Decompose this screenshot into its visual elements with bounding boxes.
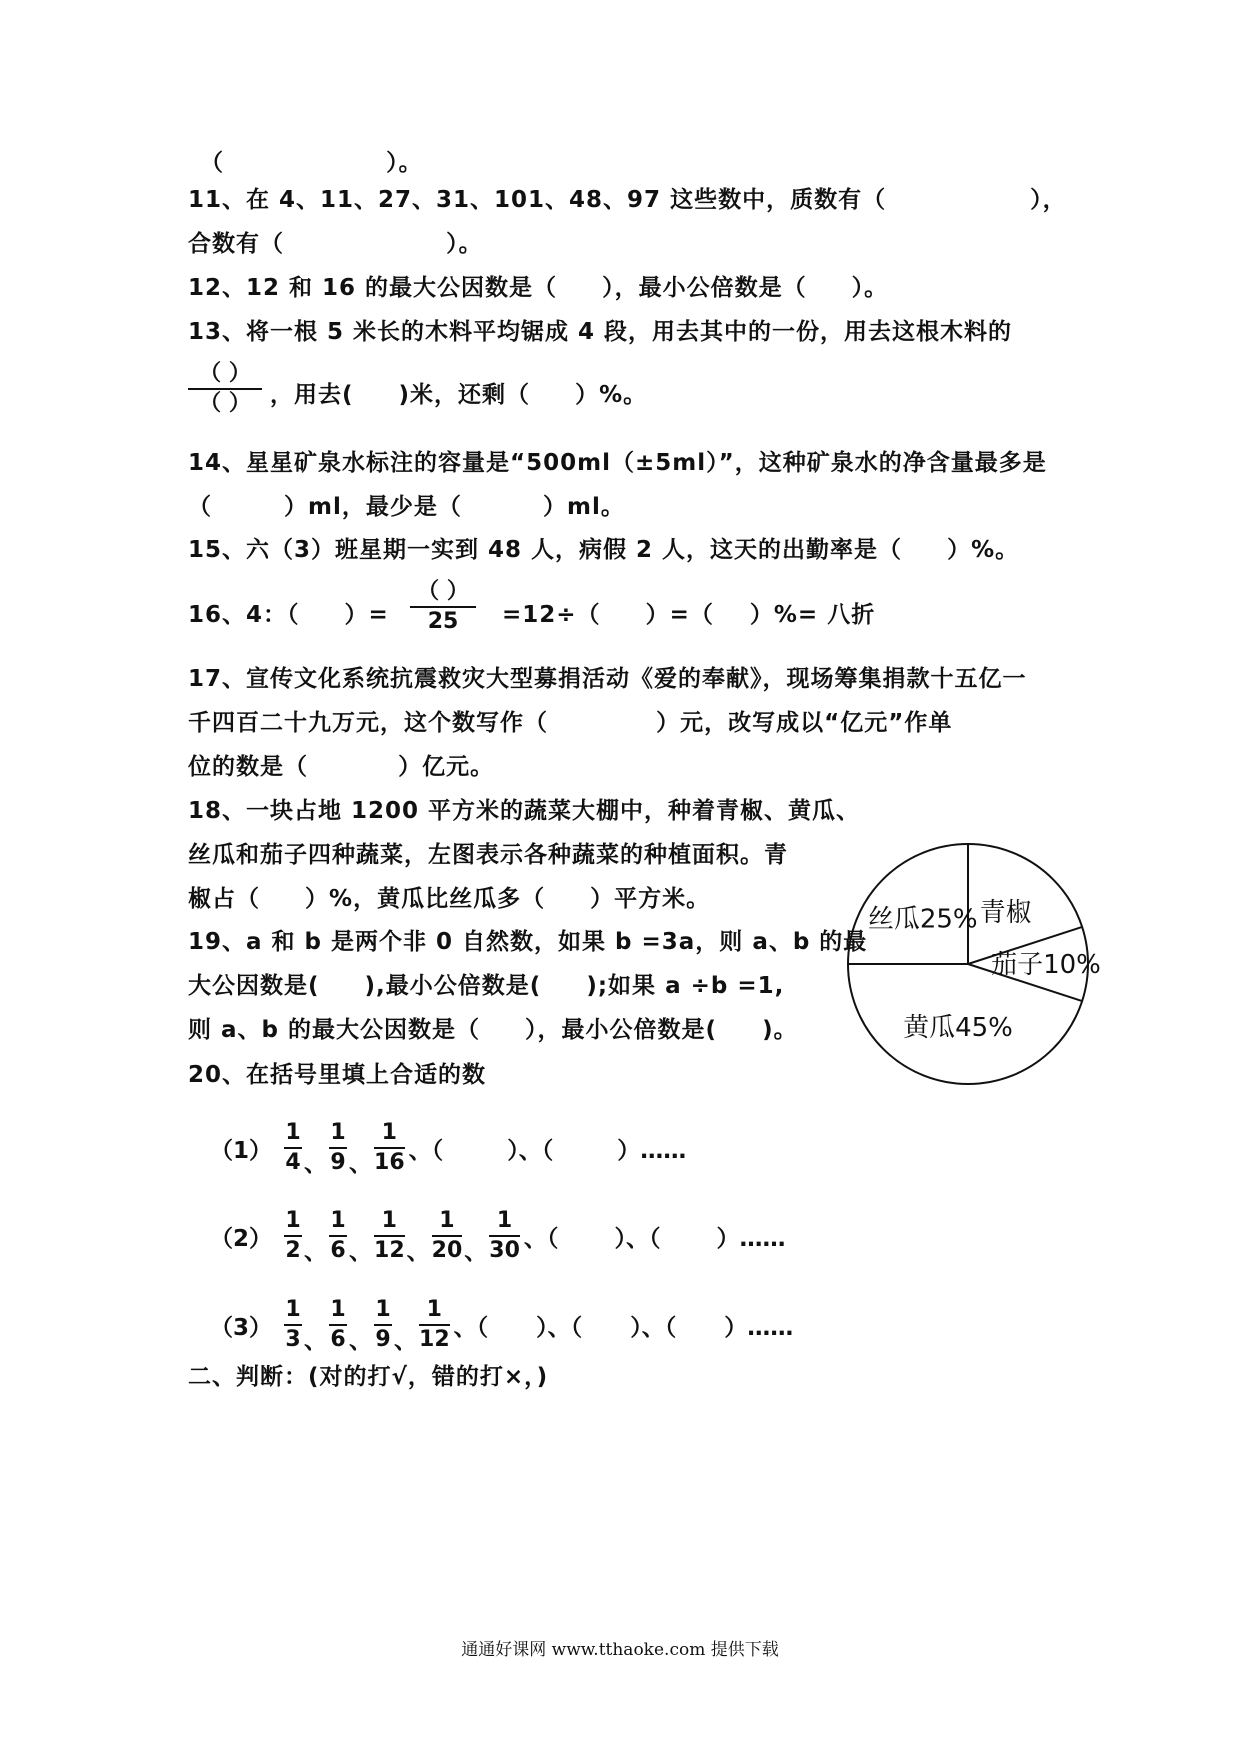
- fraction-numerator: 1: [285, 1120, 301, 1145]
- q11-line1: 11、在 4、11、27、31、101、48、97 这些数中，质数有（ ），: [188, 187, 1067, 213]
- fraction-denominator: 12: [419, 1327, 450, 1352]
- fraction-numerator: 1: [426, 1297, 442, 1322]
- q17-line1: 17、宣传文化系统抗震救灾大型募捐活动《爱的奉献》，现场筹集捐款十五亿一: [188, 666, 1027, 692]
- fraction-denominator: 6: [330, 1238, 346, 1263]
- pie-slice-label: 丝瓜25%: [867, 904, 978, 935]
- fraction-denominator: 12: [374, 1238, 405, 1263]
- q17-line2: 千四百二十九万元，这个数写作（ ）元，改写成以“亿元”作单: [188, 710, 953, 736]
- fraction-numerator: 1: [381, 1208, 397, 1233]
- sequence-fraction: [374, 1209, 405, 1263]
- fraction-denominator: 16: [374, 1150, 405, 1175]
- sequence-row-1: （1） 1 4 、 1 9 、 1 16 、（ ）、（ ）……: [210, 1120, 687, 1177]
- q16-fraction-num: （ ）: [417, 579, 469, 604]
- sequence-fraction: [329, 1298, 347, 1352]
- section-2-heading: 二、判断：(对的打√，错的打×，): [188, 1364, 549, 1390]
- sequence-label: （3）: [210, 1314, 273, 1341]
- sequence-fraction: [284, 1209, 302, 1263]
- q18-line3: 椒占（ ）%，黄瓜比丝瓜多（ ）平方米。: [188, 886, 711, 912]
- fraction-numerator: 1: [285, 1297, 301, 1322]
- sequence-row-2: （2） 1 2 、 1 6 、 1 12 、 1 20 、 1 30 、（ ）、（ ）……: [210, 1208, 786, 1265]
- fraction-denominator: 9: [330, 1150, 346, 1175]
- q20-title: 20、在括号里填上合适的数: [188, 1062, 487, 1088]
- q19-line2: 大公因数是( ),最小公倍数是( );如果 a ÷b =1,: [188, 973, 785, 999]
- q16-part1: 16、4：（ ）=: [188, 602, 389, 628]
- q12: 12、12 和 16 的最大公因数是（ ），最小公倍数是（ ）。: [188, 275, 889, 301]
- sequence-row-3: （3） 1 3 、 1 6 、 1 9 、 1 12 、（ ）、（ ）、（ ）……: [210, 1297, 794, 1354]
- fraction-numerator: 1: [285, 1208, 301, 1233]
- fraction-numerator: 1: [330, 1120, 346, 1145]
- q16-fraction: [410, 580, 476, 634]
- fraction-numerator: 1: [381, 1120, 397, 1145]
- q16-part2: =12÷（ ）=（ ）%= 八折: [502, 602, 876, 628]
- sequence-fraction: [329, 1209, 347, 1263]
- fraction-denominator: 4: [285, 1150, 301, 1175]
- fraction-numerator: 1: [375, 1297, 391, 1322]
- q14-line2: （ ）ml，最少是（ ）ml。: [188, 494, 625, 520]
- q13-line2: ，用去( )米，还剩（ ）%。: [270, 382, 648, 408]
- q13-fraction-num: （ ）: [199, 361, 251, 386]
- vegetable-pie-chart: [840, 836, 1110, 1096]
- fraction-denominator: 3: [285, 1327, 301, 1352]
- fraction-denominator: 20: [431, 1238, 463, 1263]
- sequence-fraction: [329, 1121, 347, 1175]
- fraction-denominator: 9: [375, 1327, 391, 1352]
- q19-line1: 19、a 和 b 是两个非 0 自然数，如果 b =3a，则 a、b 的最: [188, 929, 868, 955]
- pie-slice-label: 黄瓜45%: [903, 1013, 1013, 1044]
- q11-line2: 合数有（ ）。: [188, 231, 483, 257]
- sequence-label: （1）: [210, 1137, 273, 1164]
- sequence-fraction: [432, 1209, 463, 1263]
- sequence-fraction: [284, 1121, 302, 1175]
- sequence-fraction: [419, 1298, 450, 1352]
- pie-slice-label: 茄子10%: [991, 950, 1101, 980]
- sequence-label: （2）: [210, 1225, 273, 1252]
- sequence-fraction: [374, 1121, 405, 1175]
- sequence-blanks: 、（ ）、（ ）……: [408, 1137, 687, 1164]
- pie-slice-label: 青椒: [979, 898, 1032, 929]
- fraction-numerator: 1: [439, 1208, 455, 1233]
- q15: 15、六（3）班星期一实到 48 人，病假 2 人，这天的出勤率是（ ）%。: [188, 537, 1020, 563]
- sequence-fraction: [284, 1298, 302, 1352]
- fraction-denominator: 30: [489, 1238, 520, 1263]
- fraction-numerator: 1: [330, 1297, 346, 1322]
- fraction-numerator: 1: [496, 1208, 513, 1233]
- q13-fraction: [188, 362, 262, 416]
- fraction-numerator: 1: [330, 1208, 346, 1233]
- q13-fraction-den: （ ）: [199, 391, 251, 416]
- fraction-denominator: 6: [330, 1327, 346, 1352]
- fraction-denominator: 2: [285, 1238, 301, 1263]
- q18-line1: 18、一块占地 1200 平方米的蔬菜大棚中，种着青椒、黄瓜、: [188, 798, 861, 824]
- sequence-fraction: [374, 1298, 392, 1352]
- q17-line3: 位的数是（ ）亿元。: [188, 754, 495, 780]
- sequence-blanks: 、（ ）、（ ）、（ ）……: [453, 1314, 794, 1341]
- q16-fraction-den: 25: [427, 609, 459, 634]
- sequence-blanks: 、（ ）、（ ）……: [523, 1225, 786, 1252]
- page-footer: 通通好课网 www.tthaoke.com 提供下载: [461, 1640, 779, 1660]
- q13-line1: 13、将一根 5 米长的木料平均锯成 4 段，用去其中的一份，用去这根木料的: [188, 319, 1013, 345]
- q10-tail: （ ）。: [200, 150, 423, 176]
- sequence-fraction: [489, 1209, 520, 1263]
- q18-line2: 丝瓜和茄子四种蔬菜，左图表示各种蔬菜的种植面积。青: [188, 842, 788, 868]
- q19-line3: 则 a、b 的最大公因数是（ ），最小公倍数是( )。: [188, 1017, 798, 1043]
- q14-line1: 14、星星矿泉水标注的容量是“500ml（±5ml）”，这种矿泉水的净含量最多是: [188, 450, 1047, 476]
